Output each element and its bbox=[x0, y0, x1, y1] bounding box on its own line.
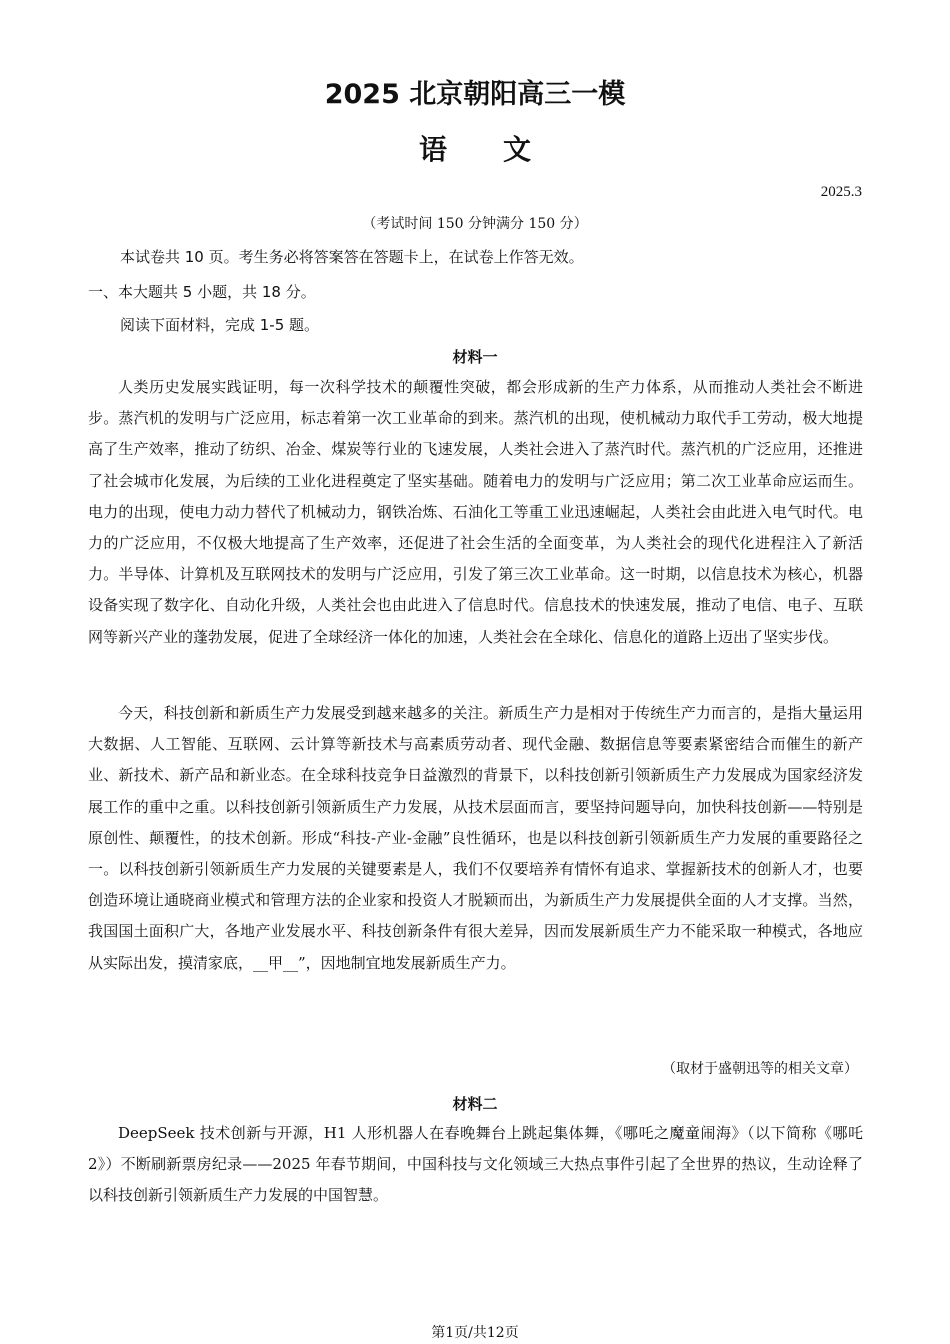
section-title: 一、本大题共 5 小题，共 18 分。 bbox=[88, 283, 316, 301]
material-one-paragraph-1: 人类历史发展实践证明，每一次科学技术的颠覆性突破，都会形成新的生产力体系，从而推动人类社会不断进步。蒸汽机的发明与广泛应用，标志着第一次工业革命的到来。蒸汽机的出现，使机械动力取代手工劳动，极大地提高了生产效率，推动了纺织、冶金、煤炭等行业的飞速发展，人类社会进入了蒸汽时代。蒸汽机的广泛应用，还推进了社会城市化发展，为后续的工业化进程奠定了坚实基础。随着电力的发明与广泛应用；第二次工业革命应运而生。电力的出现，使电力动力替代了机械动力，钢铁冶炼、石油化工等重工业迅速崛起，人类社会由此进入电气时代。电力的广泛应用，不仅极大地提高了生产效率，还促进了社会生活的全面变革，为人类社会的现代化进程注入了新活力。半导体、计算机及互联网技术的发明与广泛应用，引发了第三次工业革命。这一时期，以信息技术为核心，机器设备实现了数字化、自动化升级，人类社会也由此进入了信息时代。信息技术的快速发展，推动了电信、电子、互联网等新兴产业的蓬勃发展，促进了全球经济一体化的加速，人类社会在全球化、信息化的道路上迈出了坚实步伐。 bbox=[88, 378, 863, 646]
exam-date: 2025.3 bbox=[820, 184, 862, 200]
material-one-source: （取材于盛朝迅等的相关文章） bbox=[662, 1061, 858, 1077]
exam-title: 2025 北京朝阳高三一模 bbox=[324, 79, 626, 110]
exam-time-note: （考试时间 150 分钟满分 150 分） bbox=[362, 216, 588, 232]
instructions: 本试卷共 10 页。考生务必将答案答在答题卡上，在试卷上作答无效。 bbox=[120, 248, 584, 266]
subject-title: 语文 bbox=[418, 133, 587, 166]
material-one-heading: 材料一 bbox=[452, 348, 498, 366]
material-two-paragraph-1: DeepSeek 技术创新与开源，H1 人形机器人在春晚舞台上跳起集体舞，《哪吒之魔童闹海》（以下简称《哪吒 2》）不断刷新票房纪录——2025 年春节期间，中国科技与文化领域三大热点事件引起了全世界的热议，生动诠释了以科技创新引领新质生产力发展的中国智慧。 bbox=[88, 1124, 863, 1205]
material-one-paragraph-2: 今天，科技创新和新质生产力发展受到越来越多的关注。新质生产力是相对于传统生产力而言的，是指大量运用大数据、人工智能、互联网、云计算等新技术与高素质劳动者、现代金融、数据信息等要素紧密结合而催生的新产业、新技术、新产品和新业态。在全球科技竞争日益激烈的背景下，以科技创新引领新质生产力发展成为国家经济发展工作的重中之重。以科技创新引领新质生产力发展，从技术层面而言，要坚持问题导向，加快科技创新——特别是原创性、颠覆性，的技术创新。形成“科技-产业-金融”良性循环，也是以科技创新引领新质生产力发展的重要路径之一。以科技创新引领新质生产力发展的关键要素是人，我们不仅要培养有情怀有追求、掌握新技术的创新人才，也要创造环境让通晓商业模式和管理方法的企业家和投资人才脱颖而出，为新质生产力发展提供全面的人才支撑。当然，我国国土面积广大，各地产业发展水平、科技创新条件有很大差异，因而发展新质生产力不能采取一种模式，各地应从实际出发，摸清家底，__甲__”，因地制宜地发展新质生产力。 bbox=[88, 704, 863, 972]
material-two-heading: 材料二 bbox=[452, 1095, 498, 1113]
page-footer: 第1页/共12页 bbox=[431, 1325, 519, 1341]
reading-prompt: 阅读下面材料，完成 1-5 题。 bbox=[120, 316, 320, 334]
